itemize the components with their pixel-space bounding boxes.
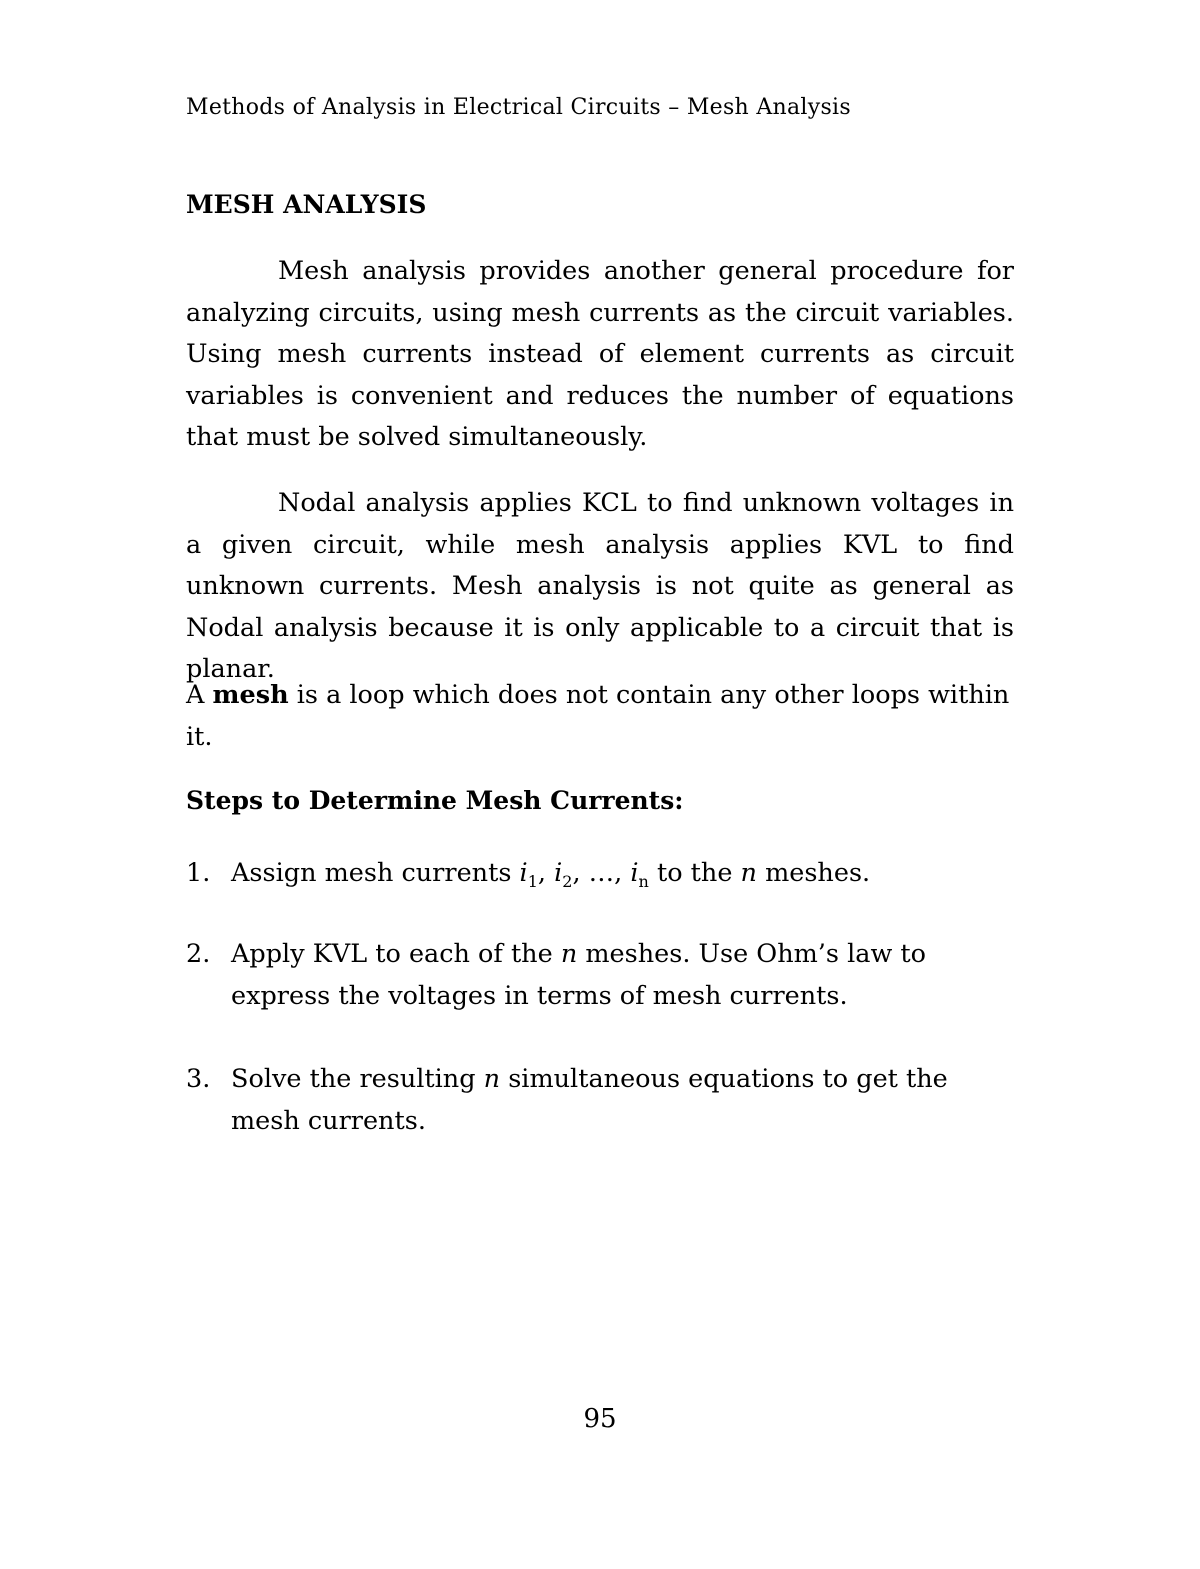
step-text-after: meshes. [756,858,871,888]
step-item [186,933,1014,1017]
step-text-before: Apply KVL to each of the [231,939,561,969]
paragraph-nodal-vs-mesh: Nodal analysis applies KCL to find unknown voltages in a given circuit, while mesh analysis applies KVL to find unknown currents. Mesh analysis is not quite as general as Nodal analysis because it is only applicable to a circuit that is planar. [186,488,1014,684]
step-text-after: meshes. Use Ohm’s law to express the voltages in terms of mesh currents. [231,939,926,1011]
step-text [231,933,1014,1017]
step-item [186,1058,1014,1142]
step-text [231,1058,1014,1142]
step-text-before: Solve the resulting [231,1064,484,1094]
math-i2 [554,858,573,892]
math-subscript: 1 [527,872,538,892]
math-var: i [554,858,563,888]
math-in [630,858,649,892]
math-var: i [519,858,528,888]
running-header: Methods of Analysis in Electrical Circuits – Mesh Analysis [186,95,851,120]
step-text-after: simultaneous equations to get the mesh currents. [231,1064,948,1136]
paragraph-intro: Mesh analysis provides another general procedure for analyzing circuits, using mesh currents as the circuit variables. Using mesh currents instead of element currents as circuit variables is convenient and reduces the number of equations that must be solved simultaneously. [186,256,1014,452]
step-number: 3. [186,1064,211,1094]
step-item [186,852,1014,903]
math-separator: , [537,858,555,888]
math-ellipsis: , …, [572,858,631,888]
math-n: n [740,858,757,888]
math-i1 [519,858,538,892]
section-title: MESH ANALYSIS [186,190,427,219]
math-var: i [630,858,639,888]
step-number: 1. [186,858,211,888]
steps-title: Steps to Determine Mesh Currents: [186,786,684,815]
definition-prefix: A [186,680,213,710]
math-n: n [560,939,578,969]
math-subscript: n [638,872,649,892]
step-text-before: Assign mesh currents [231,858,520,888]
definition-term: mesh [212,680,289,710]
paragraph-mesh-definition [186,675,1014,758]
definition-text: is a loop which does not contain any other loops within it. [186,680,1010,752]
step-text-middle: to the [648,858,741,888]
page-number: 95 [583,1404,617,1434]
math-n: n [483,1064,501,1094]
math-subscript: 2 [562,872,573,892]
step-number: 2. [186,939,211,969]
step-text [231,852,1014,903]
